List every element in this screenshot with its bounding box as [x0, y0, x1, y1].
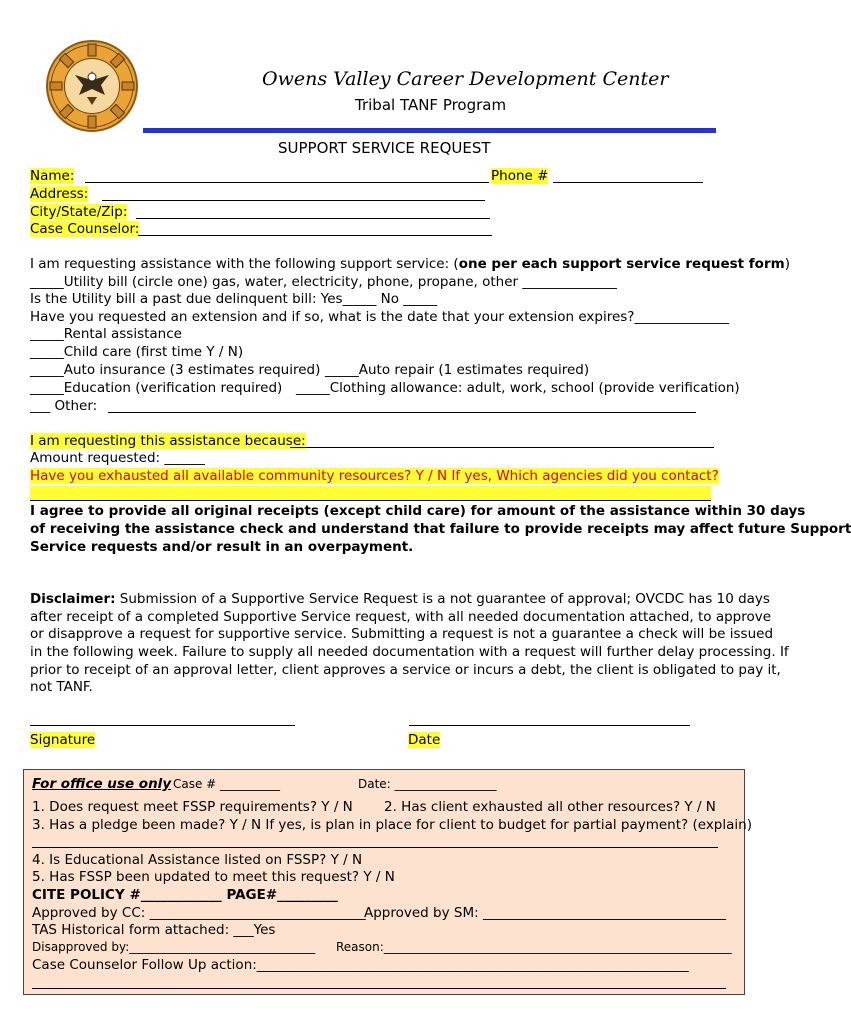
office-tas-attached[interactable]: TAS Historical form attached: ___Yes	[32, 922, 276, 938]
office-question-3: 3. Has a pledge been made? Y / N If yes, is plan in place for client to budget for partial payment? (explain)	[32, 817, 752, 833]
request-intro	[30, 256, 790, 272]
office-date[interactable]: Date: _________________	[358, 777, 497, 791]
utility-past-due-line[interactable]: Is the Utility bill a past due delinquent bill: Yes_____ No _____	[30, 291, 438, 307]
date-field[interactable]	[409, 716, 690, 726]
other-label: ___ Other:	[30, 398, 98, 414]
ovcdc-seal-logo	[46, 40, 138, 132]
eagle-emblem	[64, 58, 120, 114]
amount-requested[interactable]: Amount requested: ______	[30, 450, 205, 466]
rental-line[interactable]: _____Rental assistance	[30, 326, 182, 342]
phone-field[interactable]	[553, 168, 703, 183]
name-row	[30, 168, 74, 184]
office-cite-policy[interactable]: CITE POLICY #____________ PAGE#_________	[32, 887, 338, 903]
city-field[interactable]	[136, 204, 490, 219]
office-approved-cc[interactable]: Approved by CC: ________________________________	[32, 905, 366, 921]
request-intro-emphasis: one per each support service request form	[458, 256, 785, 272]
agreement-line-2: of receiving the assistance check and understand that failure to provide receipts may affect future Support	[30, 521, 851, 537]
counselor-field[interactable]	[138, 221, 492, 236]
office-question-4: 4. Is Educational Assistance listed on FSSP? Y / N	[32, 852, 363, 868]
date-label: Date	[408, 732, 441, 748]
resources-question: Have you exhausted all available community resources? Y / N If yes, Which agencies did you contact?	[30, 468, 719, 484]
disclaimer-line-5: prior to receipt of an approval letter, client approves a service or incurs a debt, the client is obligated to pay it,	[30, 662, 781, 678]
because-field[interactable]	[290, 433, 714, 448]
clothing-line[interactable]: _____Clothing allowance: adult, work, school (provide verification)	[296, 380, 740, 396]
agencies-field[interactable]	[30, 486, 711, 501]
because-label: I am requesting this assistance because:	[30, 433, 306, 449]
office-reason[interactable]: Reason:__________________________________________________________	[336, 940, 732, 954]
office-followup[interactable]: Case Counselor Follow Up action:________________________________________________________________	[32, 957, 689, 973]
utility-line[interactable]: _____Utility bill (circle one) gas, water, electricity, phone, propane, other ______________	[30, 274, 617, 290]
disclaimer-line-3: or disapprove a request for supportive service. Submitting a request is not a guarantee a check will be issued	[30, 626, 774, 642]
disclaimer-line-2: after receipt of a completed Supportive Service request, with all needed documentation attached, to approve	[30, 609, 772, 625]
office-explain-field[interactable]	[32, 836, 718, 848]
office-question-2: 2. Has client exhausted all other resources? Y / N	[384, 799, 716, 815]
address-field[interactable]	[102, 186, 485, 201]
disclaimer-line-4: in the following week. Failure to supply all needed documentation with a request will further delay processing. If	[30, 644, 789, 660]
childcare-line[interactable]: _____Child care (first time Y / N)	[30, 344, 244, 360]
signature-label: Signature	[30, 732, 96, 748]
address-label: Address:	[30, 186, 89, 202]
request-intro-text: I am requesting assistance with the following support service: (	[30, 256, 459, 272]
office-followup-extra-line[interactable]	[32, 977, 726, 989]
program-name: Tribal TANF Program	[355, 96, 507, 114]
name-label: Name:	[30, 168, 75, 184]
other-field[interactable]	[108, 398, 696, 413]
education-line[interactable]: _____Education (verification required)	[30, 380, 283, 396]
office-question-5: 5. Has FSSP been updated to meet this request? Y / N	[32, 869, 395, 885]
agreement-line-1: I agree to provide all original receipts (except child care) for amount of the assistance within 30 days	[30, 503, 806, 519]
city-label: City/State/Zip:	[30, 204, 128, 220]
org-name: Owens Valley Career Development Center	[262, 68, 669, 90]
request-intro-close: )	[784, 256, 790, 272]
extension-line[interactable]: Have you requested an extension and if so, what is the date that your extension expires?______________	[30, 309, 729, 325]
disclaimer-text-1: Submission of a Supportive Service Request is a not guarantee of approval; OVCDC has 10 days	[115, 591, 770, 607]
eagle-icon	[65, 59, 119, 113]
office-heading: For office use only	[32, 776, 172, 792]
header-divider	[143, 128, 716, 133]
counselor-label: Case Counselor:	[30, 221, 140, 237]
disclaimer-line-1	[30, 591, 770, 607]
office-case-number[interactable]: Case # __________	[173, 777, 281, 791]
phone-label: Phone #	[491, 168, 549, 184]
auto-repair-line[interactable]: _____Auto repair (1 estimates required)	[325, 362, 590, 378]
agreement-line-3: Service requests and/or result in an overpayment.	[30, 539, 414, 555]
auto-insurance-line[interactable]: _____Auto insurance (3 estimates required)	[30, 362, 321, 378]
disclaimer-label: Disclaimer:	[30, 591, 116, 607]
disclaimer-line-6: not TANF.	[30, 679, 93, 695]
name-field[interactable]	[85, 168, 489, 183]
office-disapproved-by[interactable]: Disapproved by:_______________________________	[32, 940, 316, 954]
signature-field[interactable]	[30, 716, 295, 726]
office-approved-sm[interactable]: Approved by SM: ____________________________________	[364, 905, 726, 921]
office-question-1: 1. Does request meet FSSP requirements? Y / N	[32, 799, 353, 815]
form-title: SUPPORT SERVICE REQUEST	[278, 139, 491, 157]
